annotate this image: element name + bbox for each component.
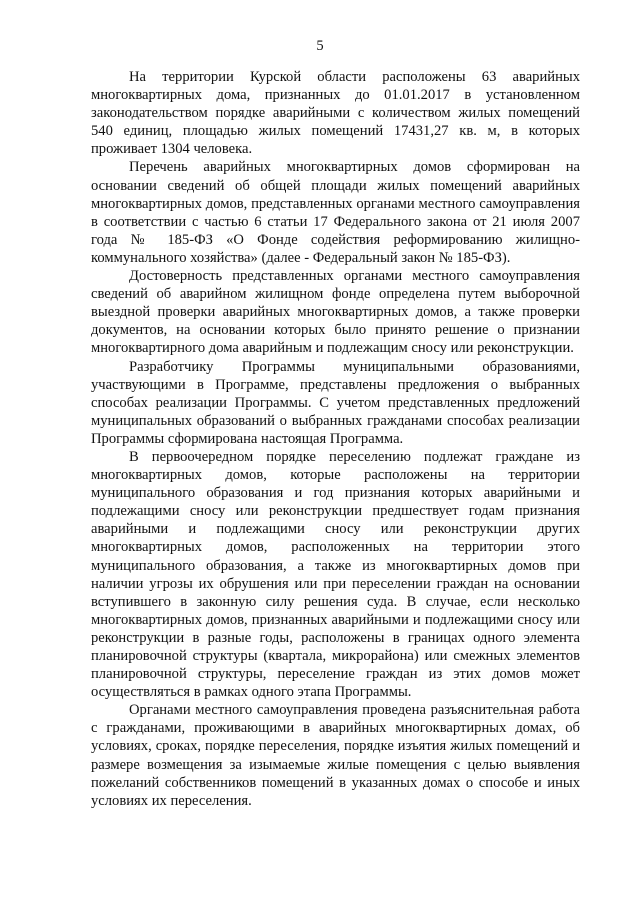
paragraph-data-verification: Достоверность представленных органами местного самоуправления сведений об аварийном жилищном фонде определена путем выборочной выездной проверки аварийных многоквартирных домов, а также проверки документов, на основании которых было принято решение о признании многоквартирного дома аварийным и подлежащим сносу или реконструкции. (91, 268, 580, 357)
paragraph-emergency-housing-stats: На территории Курской области расположены 63 аварийных многоквартирных дома, признанных до 01.01.2017 в установленном законодательством порядке аварийными с количеством жилых помещений 540 единиц, площадью жилых помещений 17431,27 кв. м, в которых проживает 1304 человека. (91, 69, 580, 158)
page-number: 5 (316, 38, 324, 54)
paragraph-resettlement-priority: В первоочередном порядке переселению подлежат граждане из многоквартирных домов, которые расположены на территории муниципального образования и год признания которых аварийными и подлежащими сносу или реконструкции предшествует годам признания аварийными и подлежащими сносу или реконструкции других многоквартирных домов, расположенных на территории этого муниципального образования, а также из многоквартирных домов при наличии угрозы их обрушения или при переселении граждан на основании вступившего в законную силу решения суда. В случае, если несколько многоквартирных домов, признанных аварийными и подлежащими сносу или реконструкции в разные годы, расположены в границах одного элемента планировочной структуры (квартала, микрорайона) или смежных элементов планировочной структуры, переселение граждан из этих домов может осуществляться в рамках одного этапа Программы. (91, 448, 580, 701)
paragraph-housing-list-basis: Перечень аварийных многоквартирных домов сформирован на основании сведений об общей площади жилых помещений аварийных многоквартирных домов, представленных органами местного самоуправления в соответствии с частью 6 статьи 17 Федерального закона от 21 июля 2007 года № 185-ФЗ «О Фонде содействия реформированию жилищно-коммунального хозяйства» (далее - Федеральный закон № 185-ФЗ). (91, 159, 580, 266)
paragraph-outreach-work: Органами местного самоуправления проведена разъяснительная работа с гражданами, проживающими в аварийных многоквартирных домах, об условиях, сроках, порядке переселения, порядке изъятия жилых помещений и размере возмещения за изымаемые жилые помещения с целью выявления пожеланий собственников помещений в указанных домах о способе и иных условиях их переселения. (91, 702, 580, 809)
document-body (91, 68, 580, 810)
paragraph-municipal-proposals: Разработчику Программы муниципальными образованиями, участвующими в Программе, представлены предложения о выбранных способах реализации Программы. С учетом представленных предложений муниципальных образований о выбранных гражданами способах реализации Программы сформирована настоящая Программа. (91, 358, 580, 447)
